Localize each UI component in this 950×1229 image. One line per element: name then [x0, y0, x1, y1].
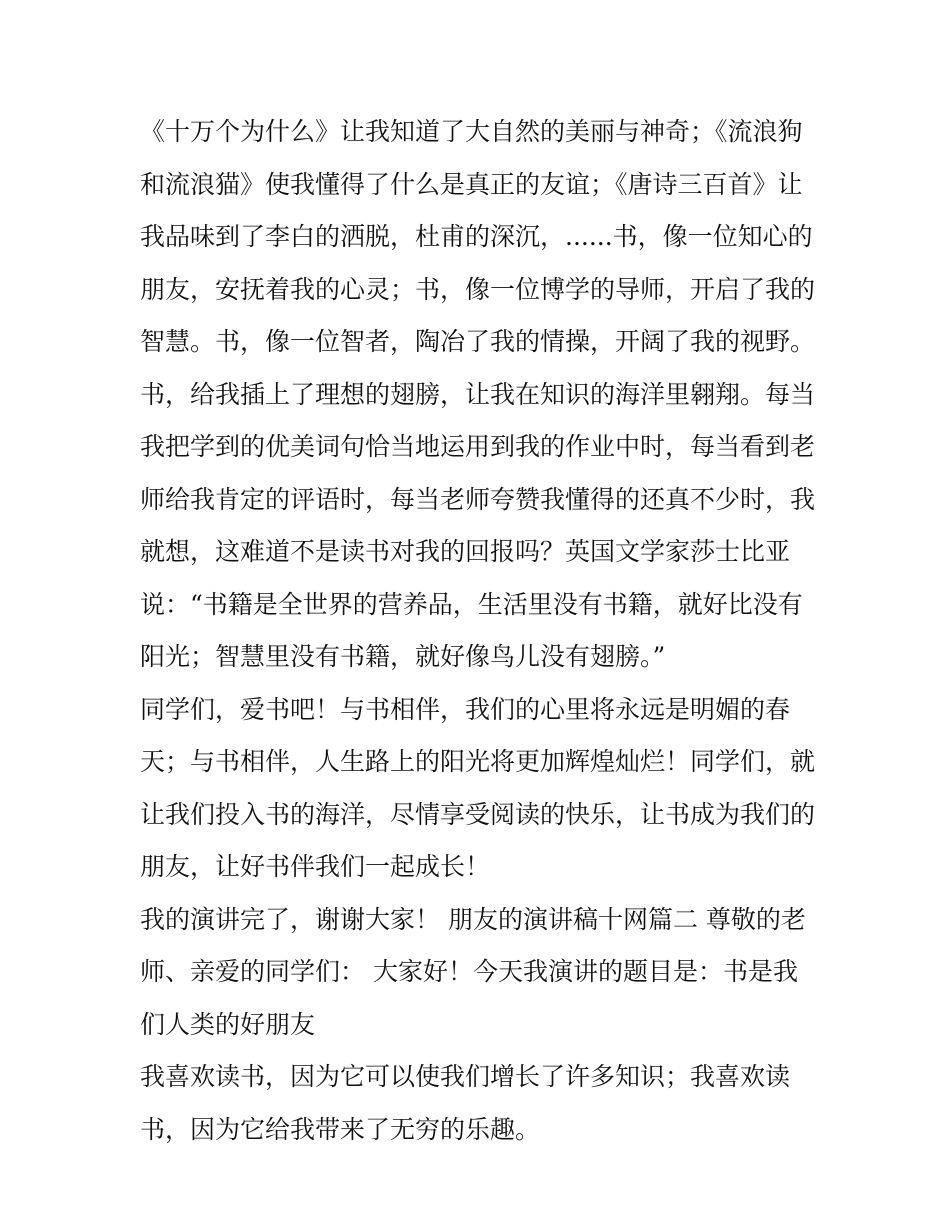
text-line-2: 和流浪猫》使我懂得了什么是真正的友谊；《唐诗三百首》让	[140, 169, 803, 199]
text-line-13: 天；与书相伴，人生路上的阳光将更加辉煌灿烂！同学们，就	[140, 747, 816, 776]
text-line-17: 师、亲爱的同学们： 大家好！今天我演讲的题目是：书是我	[140, 957, 798, 986]
text-line-9: 就想，这难道不是读书对我的回报吗？英国文学家莎士比亚	[140, 537, 791, 566]
text-line-18: 们人类的好朋友	[140, 1009, 316, 1039]
text-line-20: 书，因为它给我带来了无穷的乐趣。	[140, 1114, 541, 1144]
text-line-12: 同学们，爱书吧！与书相伴，我们的心里将永远是明媚的春	[140, 694, 791, 724]
text-line-8: 师给我肯定的评语时，每当老师夸赞我懂得的还真不少时，我	[140, 484, 816, 514]
text-line-19: 我喜欢读书，因为它可以使我们增长了许多知识；我喜欢读	[140, 1062, 791, 1091]
text-line-14: 让我们投入书的海洋，尽情享受阅读的快乐，让书成为我们的	[140, 799, 816, 829]
text-line-11: 阳光；智慧里没有书籍，就好像鸟儿没有翅膀。”	[140, 642, 666, 671]
text-line-3: 我品味到了李白的洒脱，杜甫的深沉，......书，像一位知心的	[140, 222, 813, 251]
body-text	[140, 106, 830, 1156]
text-line-15: 朋友，让好书伴我们一起成长！	[140, 852, 491, 881]
text-line-5: 智慧。书，像一位智者，陶冶了我的情操，开阔了我的视野。	[140, 327, 816, 356]
text-line-10: 说：“书籍是全世界的营养品，生活里没有书籍，就好比没有	[140, 589, 803, 619]
text-line-4: 朋友，安抚着我的心灵；书，像一位博学的导师，开启了我的	[140, 274, 816, 304]
text-line-7: 我把学到的优美词句恰当地运用到我的作业中时，每当看到老	[140, 432, 816, 461]
text-line-1: 《十万个为什么》让我知道了大自然的美丽与神奇；《流浪狗	[140, 117, 803, 146]
text-line-6: 书，给我插上了理想的翅膀，让我在知识的海洋里翱翔。每当	[140, 379, 816, 409]
text-line-16: 我的演讲完了，谢谢大家！ 朋友的演讲稿十网篇二 尊敬的老	[140, 904, 806, 934]
